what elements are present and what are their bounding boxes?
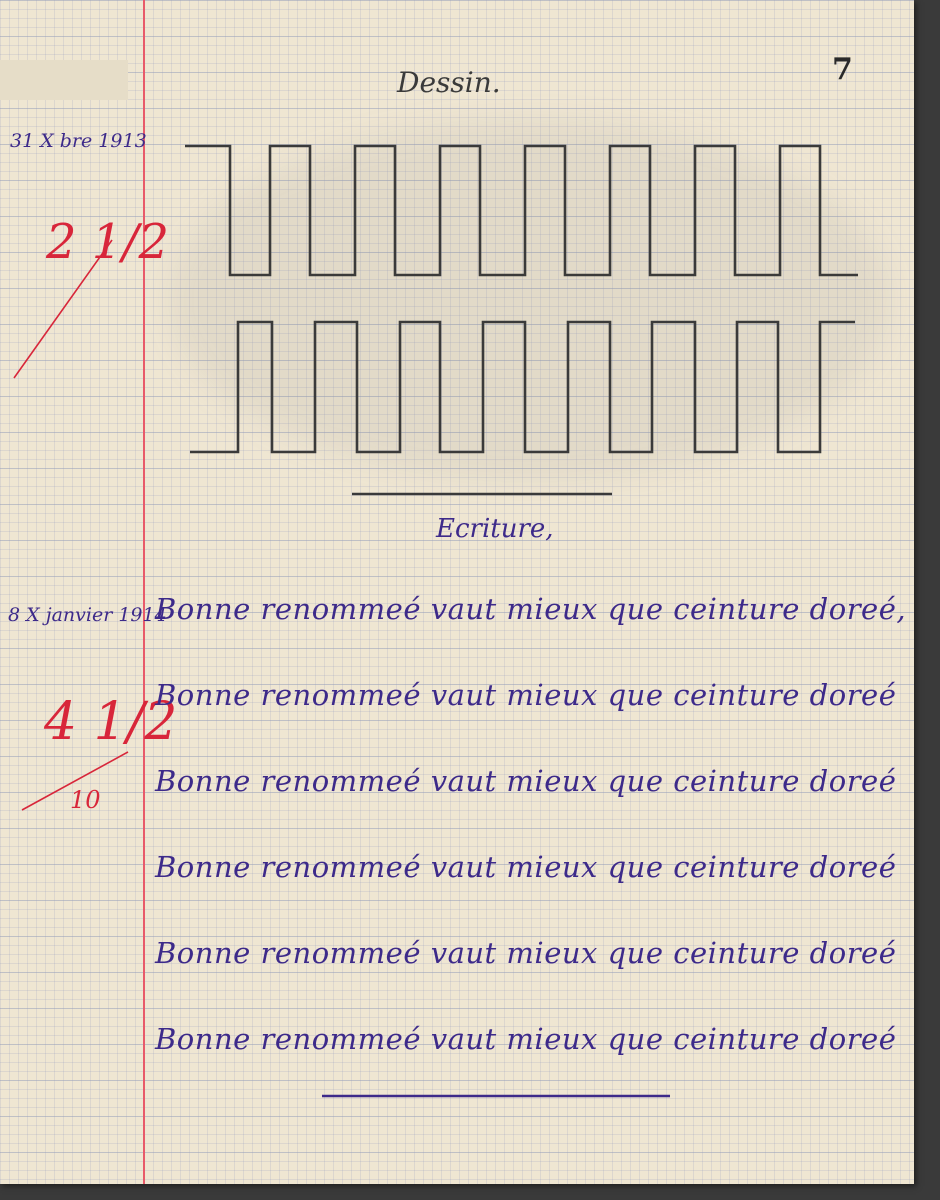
ecriture-heading: Ecriture,	[436, 514, 554, 544]
margin-grade-2: 4 1/2	[44, 692, 178, 752]
margin-grade-2-denominator: 10	[70, 786, 101, 814]
margin-date-1: 31 X bre 1913	[10, 130, 147, 152]
writing-line-2: Bonne renommeé vaut mieux que ceinture doreé	[155, 678, 897, 712]
writing-line-5: Bonne renommeé vaut mieux que ceinture doreé	[155, 936, 897, 970]
margin-grade-1: 2 1/2	[46, 214, 170, 270]
writing-line-6: Bonne renommeé vaut mieux que ceinture doreé	[155, 1022, 897, 1056]
page-number: 7	[832, 52, 853, 87]
writing-line-3: Bonne renommeé vaut mieux que ceinture doreé	[155, 764, 897, 798]
dessin-heading: Dessin.	[397, 66, 501, 99]
writing-line-1: Bonne renommeé vaut mieux que ceinture doreé,	[155, 592, 907, 626]
writing-line-4: Bonne renommeé vaut mieux que ceinture doreé	[155, 850, 897, 884]
margin-date-2: 8 X janvier 1914	[8, 604, 167, 626]
meander-row-1	[185, 146, 858, 275]
meander-row-2	[190, 322, 855, 452]
